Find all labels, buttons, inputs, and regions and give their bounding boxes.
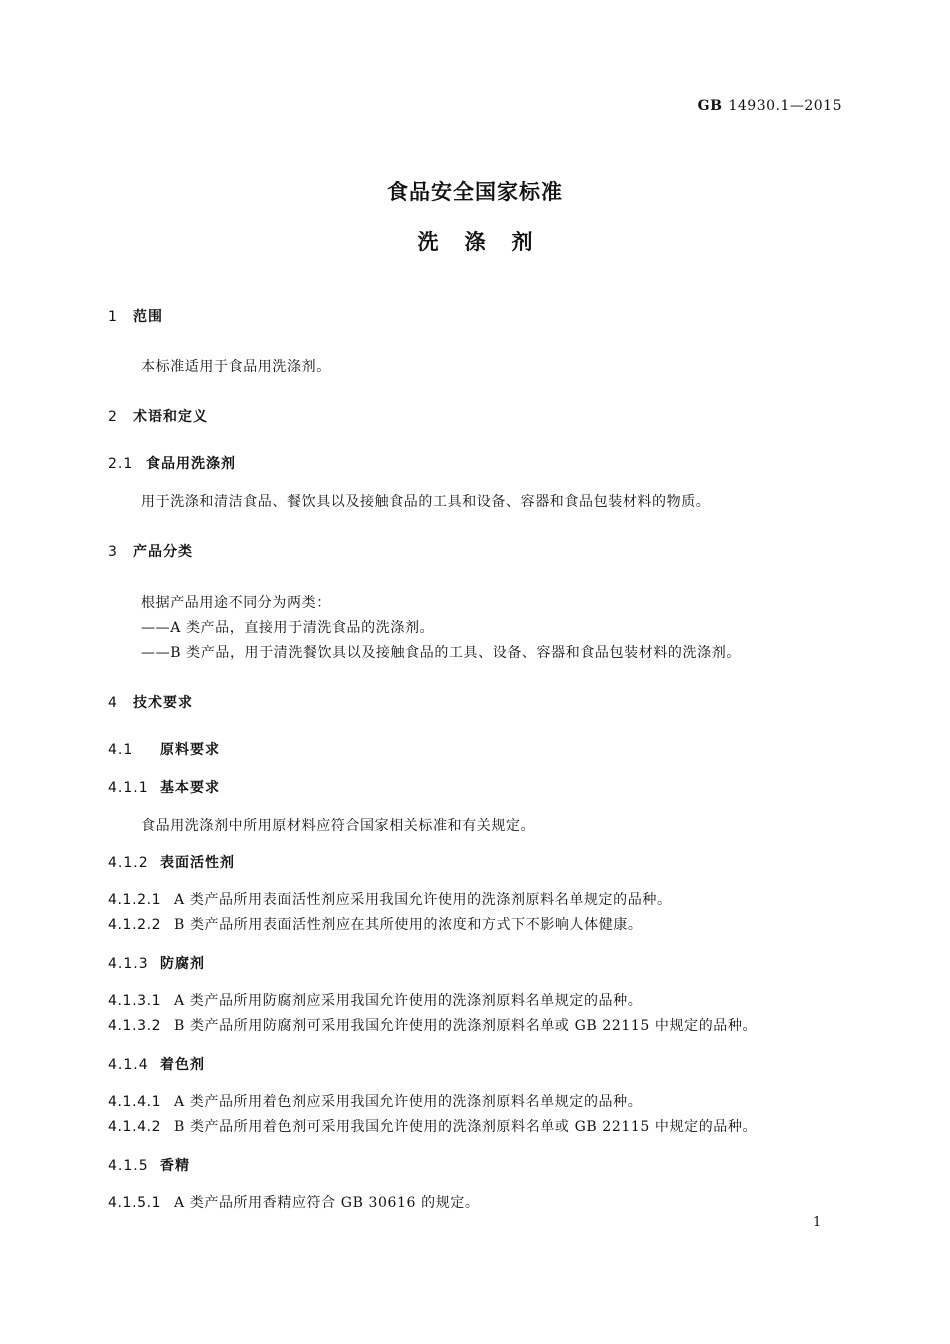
standard-prefix: GB [697, 98, 723, 114]
heading-4-1-1 [108, 777, 220, 797]
clause-number: 4.1.2.2 [108, 917, 162, 933]
clause-number: 4.1.3.1 [108, 993, 162, 1009]
heading-number: 3 [108, 544, 118, 560]
page-number: 1 [813, 1215, 822, 1230]
heading-title: 表面活性剂 [160, 855, 235, 871]
clause-text: A 类产品所用香精应符合 GB 30616 的规定。 [174, 1195, 480, 1211]
clause-text: B 类产品所用表面活性剂应在其所使用的浓度和方式下不影响人体健康。 [174, 917, 643, 933]
heading-number: 4.1.3 [108, 956, 149, 972]
list-item-class-a: ——A 类产品，直接用于清洗食品的洗涤剂。 [141, 620, 435, 636]
heading-title: 香精 [160, 1158, 190, 1174]
heading-number: 4 [108, 695, 118, 711]
paragraph-scope: 本标准适用于食品用洗涤剂。 [141, 359, 331, 375]
clause-4-1-4-1 [108, 1091, 642, 1111]
clause-4-1-3-2 [108, 1015, 757, 1035]
clause-text: B 类产品所用防腐剂可采用我国允许使用的洗涤剂原料名单或 GB 22115 中规定的品种。 [174, 1018, 758, 1034]
clause-4-1-2-1 [108, 889, 672, 909]
document-subtitle: 洗涤剂 [417, 230, 559, 254]
clause-number: 4.1.5.1 [108, 1195, 162, 1211]
clause-number: 4.1.4.2 [108, 1119, 162, 1135]
heading-3 [108, 541, 193, 561]
heading-4-1-5 [108, 1155, 190, 1175]
heading-number: 4.1.2 [108, 855, 149, 871]
clause-number: 4.1.4.1 [108, 1094, 162, 1110]
standard-number: 14930.1—2015 [728, 98, 842, 114]
paragraph-definition: 用于洗涤和清洁食品、餐饮具以及接触食品的工具和设备、容器和食品包装材料的物质。 [141, 494, 711, 510]
clause-4-1-5-1 [108, 1192, 480, 1212]
heading-title: 基本要求 [160, 780, 220, 796]
clause-text: A 类产品所用着色剂应采用我国允许使用的洗涤剂原料名单规定的品种。 [174, 1094, 643, 1110]
heading-title: 着色剂 [160, 1057, 205, 1073]
heading-number: 2.1 [108, 456, 134, 472]
heading-title: 食品用洗涤剂 [146, 456, 236, 472]
heading-4-1-4 [108, 1054, 205, 1074]
standard-code [698, 98, 842, 114]
clause-text: A 类产品所用表面活性剂应采用我国允许使用的洗涤剂原料名单规定的品种。 [174, 892, 672, 908]
heading-number: 4.1 [108, 742, 134, 758]
heading-title: 术语和定义 [133, 409, 208, 425]
heading-4-1-2 [108, 852, 235, 872]
heading-number: 4.1.4 [108, 1057, 149, 1073]
clause-text: B 类产品所用着色剂可采用我国允许使用的洗涤剂原料名单或 GB 22115 中规定的品种。 [174, 1119, 758, 1135]
heading-4-1 [108, 739, 220, 759]
heading-1 [108, 306, 163, 326]
heading-4-1-3 [108, 953, 205, 973]
heading-number: 2 [108, 409, 118, 425]
clause-number: 4.1.3.2 [108, 1018, 162, 1034]
heading-2-1 [108, 453, 236, 473]
clause-number: 4.1.2.1 [108, 892, 162, 908]
heading-title: 防腐剂 [160, 956, 205, 972]
clause-4-1-3-1 [108, 990, 642, 1010]
heading-2 [108, 406, 208, 426]
paragraph-basic-requirements: 食品用洗涤剂中所用原材料应符合国家相关标准和有关规定。 [141, 818, 536, 834]
heading-title: 范围 [133, 309, 163, 325]
heading-number: 4.1.1 [108, 780, 149, 796]
heading-4 [108, 692, 193, 712]
paragraph-classification-intro: 根据产品用途不同分为两类： [141, 595, 331, 611]
heading-title: 技术要求 [133, 695, 193, 711]
heading-title: 产品分类 [133, 544, 193, 560]
list-item-class-b: ——B 类产品，用于清洗餐饮具以及接触食品的工具、设备、容器和食品包装材料的洗涤剂。 [141, 645, 741, 661]
document-title: 食品安全国家标准 [387, 180, 563, 204]
heading-number: 4.1.5 [108, 1158, 149, 1174]
clause-text: A 类产品所用防腐剂应采用我国允许使用的洗涤剂原料名单规定的品种。 [174, 993, 643, 1009]
clause-4-1-4-2 [108, 1116, 757, 1136]
heading-number: 1 [108, 309, 118, 325]
heading-title: 原料要求 [160, 742, 220, 758]
clause-4-1-2-2 [108, 914, 643, 934]
